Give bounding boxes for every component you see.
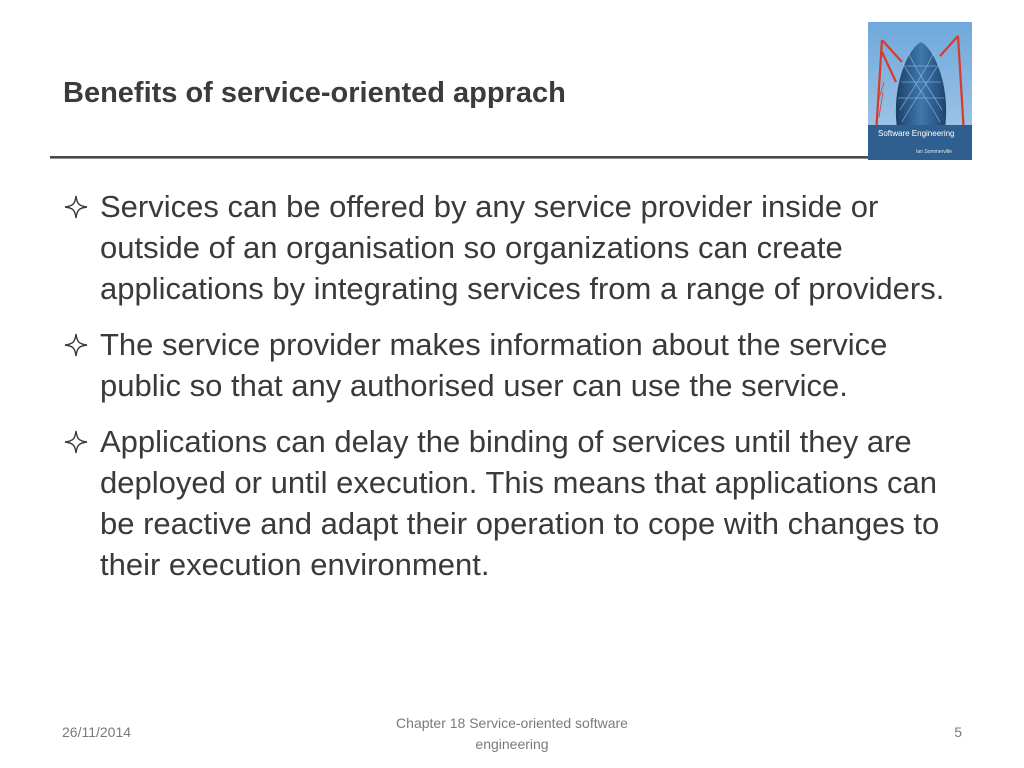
book-cover-image	[868, 22, 972, 160]
footer-date: 26/11/2014	[62, 724, 132, 740]
four-point-star-icon	[64, 195, 88, 219]
bullet-text: Services can be offered by any service provider inside or outside of an organisation so organizations can create applications by integrating services from a range of providers.	[100, 189, 945, 306]
title-divider	[50, 156, 872, 159]
footer-chapter: Chapter 18 Service-oriented software engineering	[396, 715, 628, 752]
cover-title: Software Engineering	[878, 129, 955, 138]
footer-page-number: 5	[954, 724, 962, 740]
bullet-list	[62, 186, 972, 600]
four-point-star-icon	[64, 430, 88, 454]
slide-title: Benefits of service-oriented apprach	[63, 77, 566, 109]
bullet-item	[62, 421, 972, 585]
cover-author: Ian Sommerville	[916, 149, 952, 155]
bullet-item	[62, 186, 972, 309]
bullet-text: Applications can delay the binding of services until they are deployed or until execution. This means that applications can be reactive and adapt their operation to cope with changes to their execution environment.	[100, 424, 940, 582]
bullet-text: The service provider makes information about the service public so that any authorised user can use the service.	[100, 327, 888, 403]
bullet-item	[62, 324, 972, 406]
four-point-star-icon	[64, 333, 88, 357]
